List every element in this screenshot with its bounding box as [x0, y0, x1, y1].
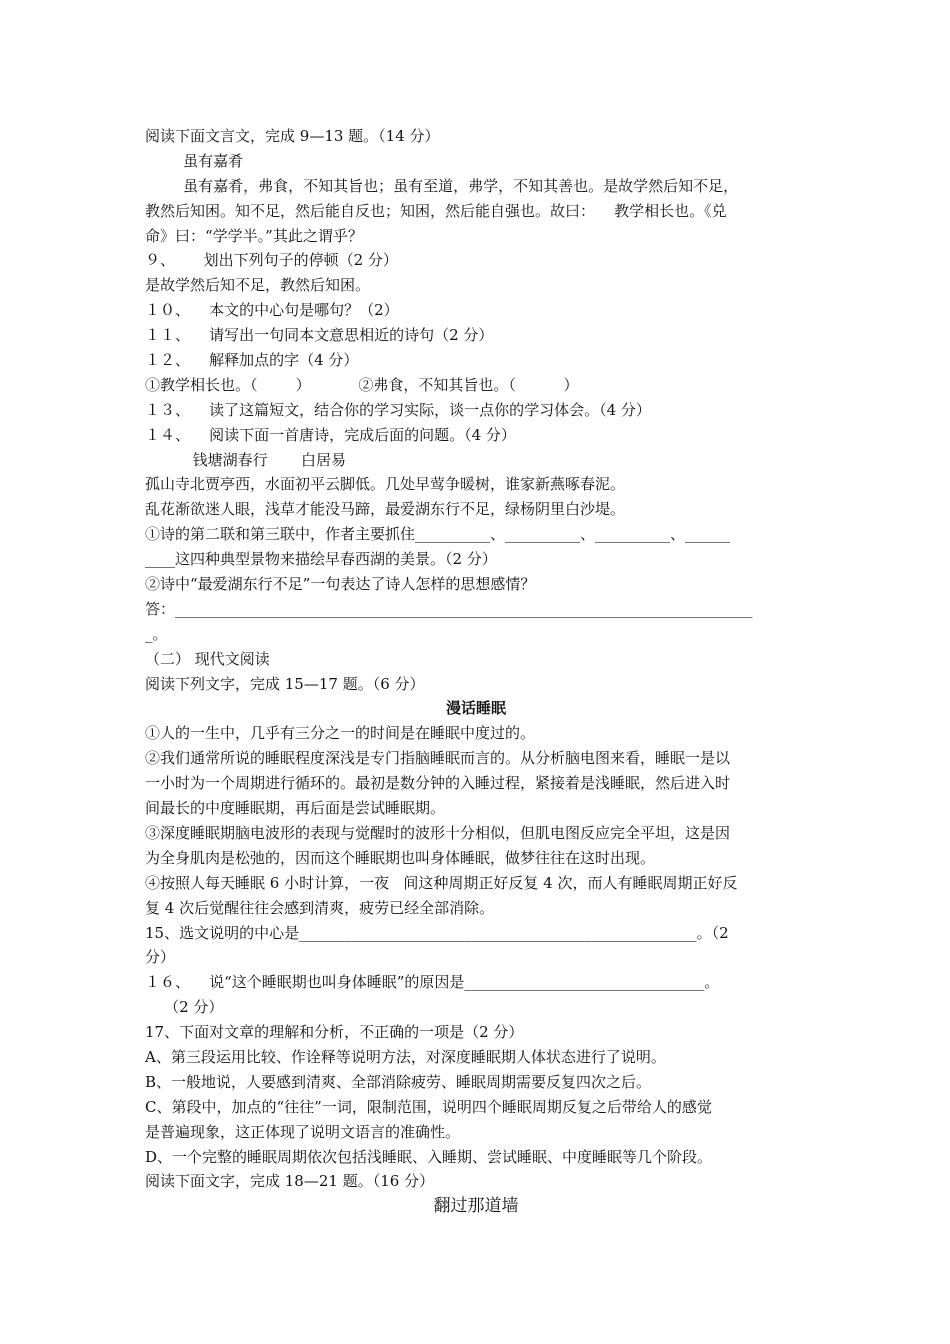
- text-line: 间最长的中度睡眠期，再后面是尝试睡眠期。: [145, 799, 446, 818]
- text-line: １６、 说“这个睡眠期也叫身体睡眠”的原因是________________________________。: [145, 973, 720, 992]
- text-line: ③深度睡眠期脑电波形的表现与觉醒时的波形十分相似，但肌电图反应完全平坦，这是因: [145, 823, 731, 842]
- text-line: 钱塘湖春行 白居易: [145, 450, 347, 469]
- text-line: １１、 请写出一句同本文意思相近的诗句（2 分）: [145, 326, 494, 345]
- text-line: B、一般地说，人要感到清爽、全部消除疲劳、睡眠周期需要反复四次之后。: [145, 1072, 652, 1091]
- text-line: 阅读下面文字，完成 18—21 题。（16 分）: [145, 1172, 435, 1191]
- text-line: C、第段中，加点的“往往”一词，限制范围，说明四个睡眠周期反复之后带给人的感觉: [145, 1097, 712, 1116]
- text-line: 为全身肌肉是松弛的，因而这个睡眠期也叫身体睡眠，做梦往往在这时出现。: [145, 848, 656, 867]
- text-line: （2 分）: [145, 998, 224, 1017]
- text-line: 翻过那道墙: [433, 1196, 519, 1217]
- text-line: 阅读下面文言文，完成 9—13 题。（14 分）: [145, 127, 440, 145]
- text-line: １０、 本文的中心句是哪句？（2）: [145, 301, 399, 320]
- text-line: ②诗中“最爱湖东行不足”一句表达了诗人怎样的思想感情？: [145, 575, 536, 594]
- text-line: 15、选文说明的中心是_____________________________________________________。（2: [145, 923, 729, 942]
- text-line: 命》曰：“学学半。”其此之谓乎？: [145, 226, 363, 245]
- text-line: ②我们通常所说的睡眠程度深浅是专门指脑睡眠而言的。从分析脑电图来看，睡眠一是以: [145, 749, 731, 768]
- text-line: 一小时为一个周期进行循环的。最初是数分钟的入睡过程，紧接着是浅睡眠，然后进入时: [145, 774, 731, 793]
- text-line: 乱花渐欲迷人眼，浅草才能没马蹄，最爱湖东行不足，绿杨阴里白沙堤。: [145, 500, 626, 519]
- text-line: ①人的一生中，几乎有三分之一的时间是在睡眠中度过的。: [145, 724, 536, 743]
- text-line: _。: [145, 624, 168, 643]
- text-line: 漫话睡眠: [445, 699, 506, 718]
- text-line: D、一个完整的睡眠周期依次包括浅睡眠、入睡期、尝试睡眠、中度睡眠等几个阶段。: [145, 1147, 713, 1166]
- text-line: １４、 阅读下面一首唐诗，完成后面的问题。（4 分）: [145, 425, 516, 444]
- text-line: A、第三段运用比较、作诠释等说明方法，对深度睡眠期人体状态进行了说明。: [145, 1047, 666, 1066]
- text-line: ④按照人每天睡眠 6 小时计算，一夜 间这种周期正好反复 4 次，而人有睡眠周期正好反: [145, 873, 738, 892]
- text-line: 是普遍现象，这正体现了说明文语言的准确性。: [145, 1122, 461, 1141]
- text-line: ①教学相长也。（ ） ②弗食，不知其旨也。（ ）: [145, 375, 579, 394]
- text-line: ９、 划出下列句子的停顿（2 分）: [145, 251, 398, 270]
- text-line: 17、下面对文章的理解和分析，不正确的一项是（2 分）: [145, 1023, 524, 1042]
- text-line: 分）: [145, 948, 176, 967]
- text-line: 虽有嘉肴: [145, 151, 244, 170]
- text-line: １３、 读了这篇短文，结合你的学习实际，谈一点你的学习体会。（4 分）: [145, 400, 651, 419]
- text-line: 虽有嘉肴，弗食，不知其旨也；虽有至道，弗学，不知其善也。是故学然后知不足，: [145, 176, 739, 195]
- text-line: 是故学然后知不足，教然后知困。: [145, 276, 371, 295]
- document-page: [145, 124, 807, 1219]
- text-line: ____这四种典型景物来描绘早春西湖的美景。（2 分）: [145, 550, 497, 569]
- text-line: 孤山寺北贾亭西，水面初平云脚低。几处早莺争暖树，谁家新燕啄春泥。: [145, 475, 626, 494]
- text-line: 复 4 次后觉醒往往会感到清爽，疲劳已经全部消除。: [145, 898, 495, 917]
- text-line: 答：_____________________________________________________________________________: [145, 599, 753, 618]
- text-line: （二） 现代文阅读: [145, 649, 270, 668]
- text-line: 教然后知困。知不足，然后能自反也；知困，然后能自强也。故曰： 教学相长也。《兑: [145, 201, 727, 220]
- text-line: 阅读下列文字，完成 15—17 题。（6 分）: [145, 674, 425, 693]
- text-line: １２、 解释加点的字（4 分）: [145, 351, 359, 370]
- text-line: ①诗的第二联和第三联中，作者主要抓住__________、__________、__________、______: [145, 525, 731, 544]
